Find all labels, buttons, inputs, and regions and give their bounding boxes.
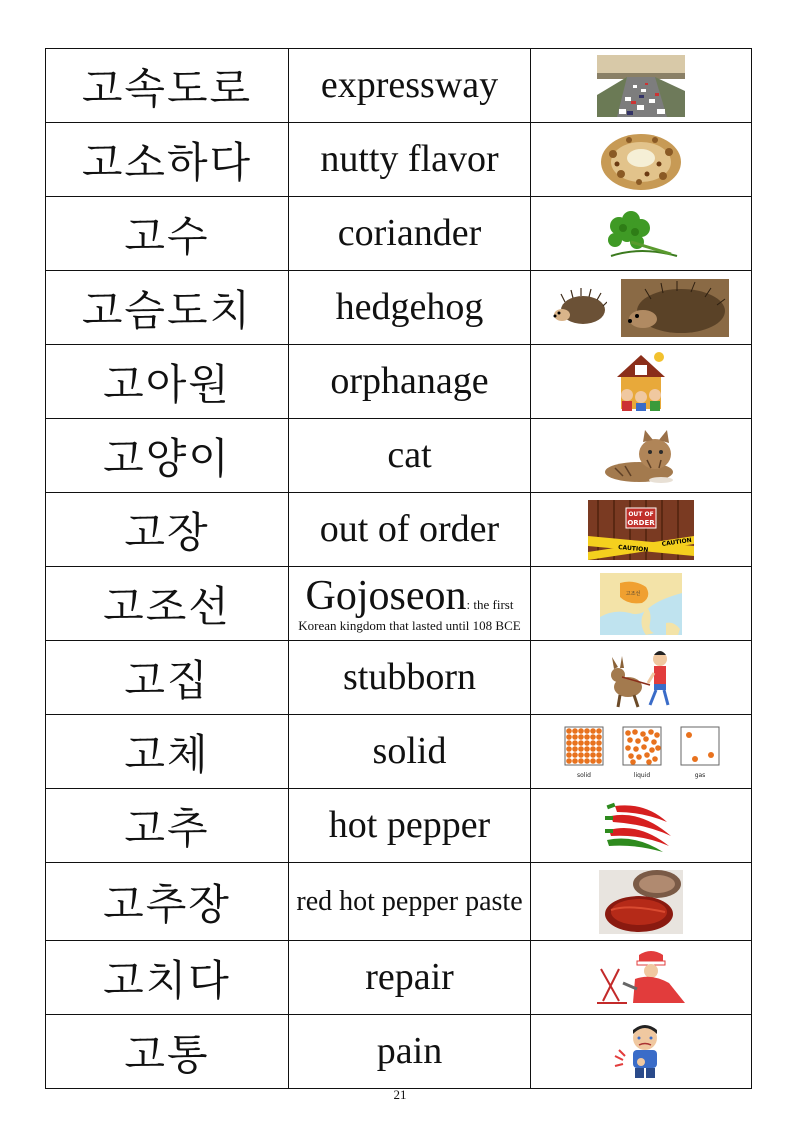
korean-word: 고집: [46, 641, 289, 715]
coriander-leaves-photo: [601, 206, 681, 262]
table-row: [46, 345, 752, 419]
english-meaning: pain: [289, 1015, 531, 1089]
pain-clipart: [609, 1022, 673, 1082]
korean-word: 고추장: [46, 863, 289, 941]
table-row: [46, 567, 752, 641]
vocabulary-table: [45, 48, 752, 1089]
english-note-line2: Korean kingdom that lasted until 108 BCE: [298, 618, 521, 633]
repairman-clipart: [593, 949, 689, 1007]
korean-word: 고수: [46, 197, 289, 271]
table-row: [46, 49, 752, 123]
korean-word: 고속도로: [46, 49, 289, 123]
pepper-paste-photo: [599, 870, 683, 934]
out-of-order-sign: [588, 500, 694, 560]
highway-traffic-photo: [597, 55, 685, 117]
table-row: [46, 715, 752, 789]
svg-text:고조선: 고조선: [625, 590, 641, 597]
orphanage-clipart: [613, 351, 669, 413]
korean-word: 고조선: [46, 567, 289, 641]
english-meaning: hot pepper: [289, 789, 531, 863]
english-meaning: [289, 567, 531, 641]
gas-label: gas: [694, 771, 706, 779]
english-meaning: repair: [289, 941, 531, 1015]
svg-text:CAUTION: CAUTION: [617, 543, 649, 554]
korean-word: 고체: [46, 715, 289, 789]
solid-label: solid: [577, 771, 591, 779]
svg-text:OUT OF: OUT OF: [628, 510, 654, 518]
english-meaning: nutty flavor: [289, 123, 531, 197]
english-meaning: cat: [289, 419, 531, 493]
table-row: [46, 271, 752, 345]
cat-photo: [601, 428, 681, 484]
table-row: [46, 789, 752, 863]
english-meaning: stubborn: [289, 641, 531, 715]
stubborn-donkey-clipart: [608, 647, 674, 709]
english-meaning: out of order: [289, 493, 531, 567]
table-row: [46, 123, 752, 197]
hedgehog-photo: [621, 279, 729, 337]
english-meaning: red hot pepper paste: [289, 863, 531, 941]
english-meaning: hedgehog: [289, 271, 531, 345]
korean-word: 고장: [46, 493, 289, 567]
korean-word: 고소하다: [46, 123, 289, 197]
korean-word: 고양이: [46, 419, 289, 493]
korean-word: 고아원: [46, 345, 289, 419]
korean-word: 고추: [46, 789, 289, 863]
states-of-matter-diagram: [553, 723, 729, 781]
table-row: [46, 863, 752, 941]
english-meaning: orphanage: [289, 345, 531, 419]
svg-text:ORDER: ORDER: [627, 518, 655, 527]
english-meaning: solid: [289, 715, 531, 789]
page-number: 21: [393, 1087, 407, 1102]
korean-word: 고치다: [46, 941, 289, 1015]
nuts-dish-photo: [599, 128, 683, 192]
table-row: [46, 1015, 752, 1089]
svg-text:CAUTION: CAUTION: [661, 536, 693, 548]
english-meaning: expressway: [289, 49, 531, 123]
english-note: : the first: [466, 597, 514, 612]
english-main: Gojoseon: [305, 573, 467, 619]
table-row: [46, 941, 752, 1015]
korean-word: 고슴도치: [46, 271, 289, 345]
table-row: [46, 197, 752, 271]
table-row: [46, 419, 752, 493]
hedgehog-clipart: [553, 288, 607, 328]
english-meaning: coriander: [289, 197, 531, 271]
table-row: [46, 641, 752, 715]
korea-map: [600, 573, 682, 635]
vocabulary-sheet: [45, 48, 751, 1089]
korean-word: 고통: [46, 1015, 289, 1089]
hot-peppers-photo: [605, 796, 677, 856]
table-row: [46, 493, 752, 567]
liquid-label: liquid: [633, 771, 651, 779]
